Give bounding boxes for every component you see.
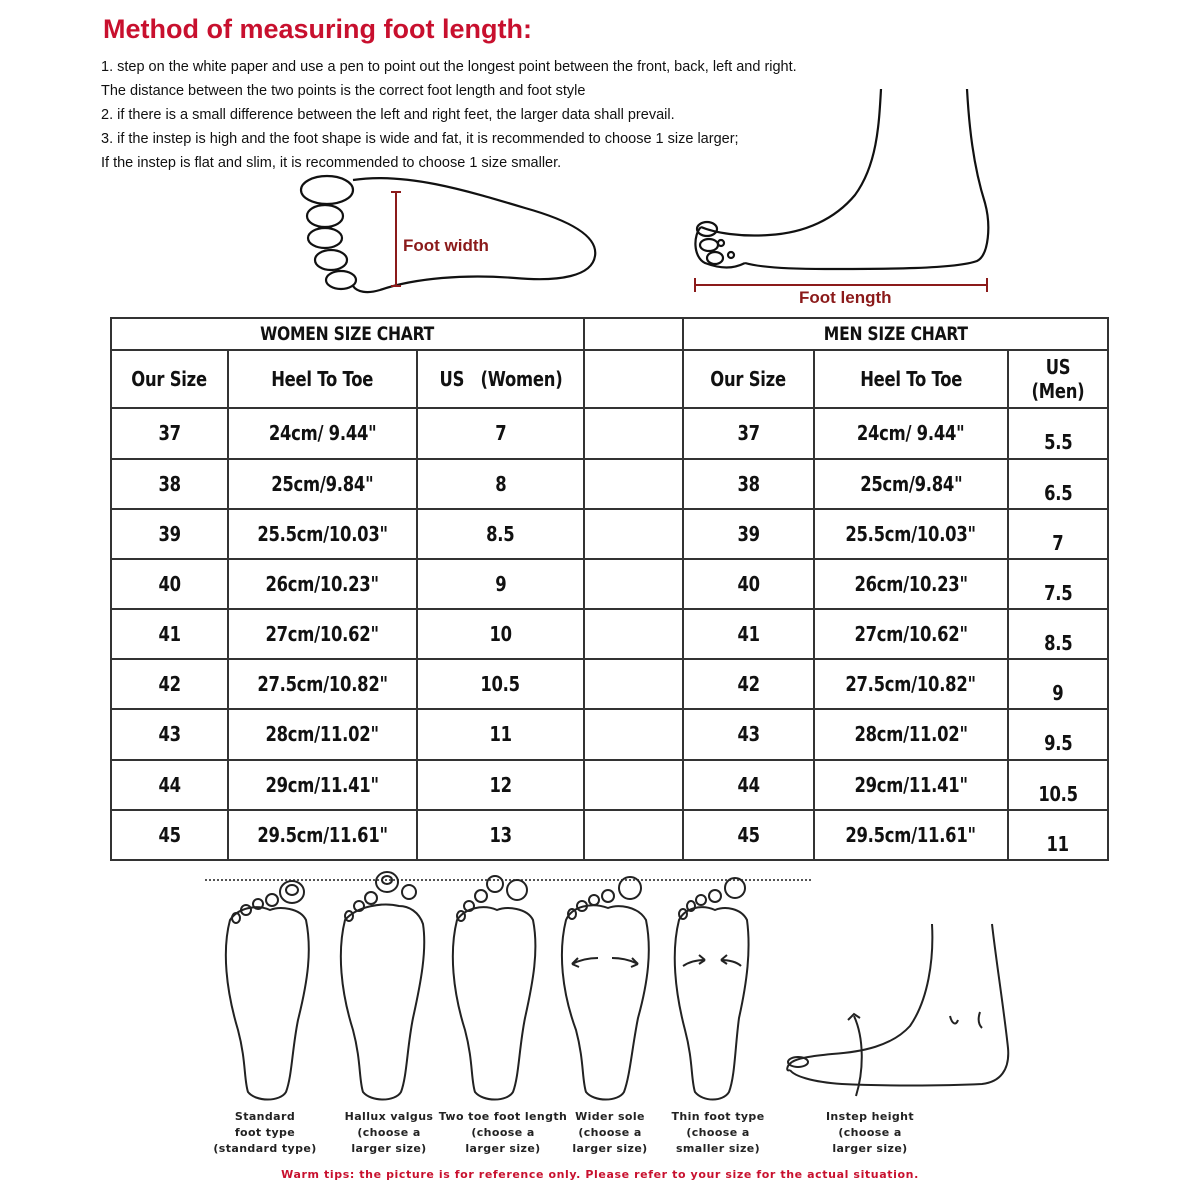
- caption-line: larger size): [832, 1142, 908, 1155]
- instruction-line: If the instep is flat and slim, it is recommended to choose 1 size smaller.: [101, 155, 562, 171]
- women-heel-to-toe-cell: [228, 709, 417, 759]
- women-our-size-cell-text: 43: [158, 722, 181, 747]
- men-our-size-header: Our Size: [683, 350, 814, 408]
- spacer-cell: [584, 509, 683, 559]
- men-us-size-cell: [1008, 760, 1108, 810]
- chart-title-row: [111, 318, 1108, 350]
- men-our-size-cell-text: 43: [737, 722, 760, 747]
- spacer-cell: [584, 350, 683, 408]
- women-our-size-cell: [111, 509, 228, 559]
- women-our-size-cell-text: 39: [158, 521, 181, 546]
- women-us-size-cell: [417, 509, 584, 559]
- instruction-line: 2. if there is a small difference between the left and right feet, the larger data shall prevail.: [101, 107, 675, 123]
- standard-foot-icon: [220, 880, 315, 1105]
- size-chart-body: [111, 408, 1108, 860]
- women-heel-to-toe-cell: [228, 609, 417, 659]
- foot-type-caption: [662, 1109, 774, 1157]
- thin-foot-icon: [665, 876, 760, 1106]
- men-heel-to-toe-cell-text: 25.5cm/10.03": [845, 521, 977, 546]
- men-us-size-cell-text: 7: [1052, 530, 1064, 555]
- men-our-size-cell: [683, 609, 814, 659]
- caption-line: Two toe foot length: [438, 1110, 568, 1123]
- caption-line: Instep height: [825, 1110, 915, 1123]
- women-us-size-cell-text: 12: [489, 772, 512, 797]
- spacer-cell: [584, 318, 683, 350]
- women-heel-to-toe-cell: [228, 659, 417, 709]
- men-heel-to-toe-cell-text: 26cm/10.23": [854, 571, 968, 596]
- page-title: Method of measuring foot length:: [103, 14, 532, 44]
- women-heel-to-toe-cell: [228, 408, 417, 458]
- women-our-size-cell: [111, 408, 228, 458]
- men-heel-to-toe-cell-text: 24cm/ 9.44": [857, 421, 965, 446]
- hallux-valgus-foot-icon: [335, 872, 430, 1102]
- women-our-size-cell-text: 44: [158, 772, 181, 797]
- two-toe-foot-icon: [447, 874, 542, 1104]
- men-heel-to-toe-cell: [814, 509, 1008, 559]
- men-us-size-cell-text: 7.5: [1043, 580, 1073, 605]
- caption-line: (choose a: [686, 1126, 750, 1139]
- men-our-size-cell-text: 39: [737, 521, 760, 546]
- women-us-size-cell-text: 10.5: [480, 672, 521, 697]
- spacer-cell: [584, 408, 683, 458]
- women-us-size-cell: [417, 609, 584, 659]
- caption-line: Thin foot type: [671, 1110, 765, 1123]
- women-us-size-cell: [417, 760, 584, 810]
- spacer-cell: [584, 760, 683, 810]
- caption-line: smaller size): [675, 1142, 761, 1155]
- caption-line: Standard: [234, 1110, 296, 1123]
- women-us-size-cell: [417, 459, 584, 509]
- foot-top-view-icon: [295, 168, 605, 298]
- women-heel-to-toe-cell-text: 29cm/11.41": [265, 772, 380, 797]
- men-us-size-cell: [1008, 659, 1108, 709]
- women-us-size-cell: [417, 659, 584, 709]
- women-our-size-cell: [111, 810, 228, 860]
- women-us-size-cell-text: 8.5: [486, 521, 515, 546]
- instep-height-foot-icon: [782, 920, 1012, 1100]
- caption-line: (choose a: [357, 1126, 421, 1139]
- women-our-size-cell: [111, 459, 228, 509]
- women-our-size-cell: [111, 659, 228, 709]
- women-us-size-cell: [417, 709, 584, 759]
- spacer-cell: [584, 810, 683, 860]
- foot-width-label: Foot width: [403, 236, 489, 255]
- caption-line: larger size): [351, 1142, 427, 1155]
- men-our-size-cell-text: 44: [737, 772, 760, 797]
- men-heel-to-toe-cell: [814, 760, 1008, 810]
- men-heel-to-toe-cell: [814, 810, 1008, 860]
- men-heel-to-toe-cell: [814, 408, 1008, 458]
- men-our-size-cell: [683, 459, 814, 509]
- foot-type-caption: [329, 1109, 449, 1157]
- men-our-size-cell-text: 38: [737, 471, 760, 496]
- men-heel-to-toe-cell: [814, 659, 1008, 709]
- caption-line: Hallux valgus: [344, 1110, 434, 1123]
- men-us-size-cell-text: 9: [1052, 681, 1064, 706]
- men-our-size-cell: [683, 509, 814, 559]
- instruction-line: The distance between the two points is the correct foot length and foot style: [101, 83, 586, 99]
- caption-line: (choose a: [578, 1126, 642, 1139]
- foot-side-view-icon: [685, 85, 995, 295]
- women-heel-to-toe-cell: [228, 810, 417, 860]
- foot-type-caption: [438, 1109, 568, 1157]
- wider-sole-foot-icon: [558, 874, 653, 1104]
- men-us-size-cell-text: 6.5: [1043, 480, 1073, 505]
- women-us-size-cell: [417, 559, 584, 609]
- women-our-size-cell-text: 38: [158, 471, 181, 496]
- women-our-size-cell: [111, 760, 228, 810]
- men-us-size-cell: [1008, 709, 1108, 759]
- women-heel-to-toe-cell-text: 25cm/9.84": [271, 471, 374, 496]
- spacer-cell: [584, 609, 683, 659]
- men-us-size-cell: [1008, 408, 1108, 458]
- women-our-size-header: Our Size: [111, 350, 228, 408]
- men-heel-to-toe-cell: [814, 459, 1008, 509]
- caption-line: larger size): [465, 1142, 541, 1155]
- men-heel-to-toe-cell-text: 25cm/9.84": [859, 471, 963, 496]
- men-heel-to-toe-cell: [814, 559, 1008, 609]
- spacer-cell: [584, 659, 683, 709]
- women-our-size-cell-text: 45: [158, 822, 181, 847]
- women-us-size-cell-text: 13: [489, 822, 512, 847]
- size-row: [111, 559, 1108, 609]
- caption-line: (choose a: [838, 1126, 902, 1139]
- men-our-size-cell: [683, 408, 814, 458]
- women-us-size-cell-text: 10: [489, 622, 512, 647]
- men-our-size-cell-text: 40: [737, 571, 760, 596]
- spacer-cell: [584, 559, 683, 609]
- men-our-size-cell-text: 41: [737, 622, 760, 647]
- men-us-size-cell: [1008, 810, 1108, 860]
- foot-type-caption: [815, 1109, 925, 1157]
- size-row: [111, 509, 1108, 559]
- caption-line: Wider sole: [575, 1110, 645, 1123]
- men-our-size-cell: [683, 810, 814, 860]
- column-header-row: [111, 350, 1108, 408]
- men-us-size-cell-text: 9.5: [1043, 731, 1073, 756]
- women-us-size-cell-text: 9: [494, 571, 507, 596]
- men-us-size-cell: [1008, 509, 1108, 559]
- size-row: [111, 810, 1108, 860]
- men-heel-to-toe-cell-text: 29.5cm/11.61": [845, 822, 977, 847]
- men-heel-to-toe-cell: [814, 709, 1008, 759]
- men-our-size-cell-text: 45: [737, 822, 760, 847]
- women-our-size-cell-text: 42: [158, 672, 181, 697]
- instruction-line: 3. if the instep is high and the foot shape is wide and fat, it is recommended to choose 1 size larger;: [101, 131, 739, 147]
- women-our-size-cell-text: 41: [158, 622, 181, 647]
- women-heel-to-toe-cell-text: 25.5cm/10.03": [257, 521, 388, 546]
- men-us-size-cell: [1008, 459, 1108, 509]
- women-heel-to-toe-cell-text: 28cm/11.02": [265, 722, 380, 747]
- men-us-header: US (Men): [1008, 350, 1108, 408]
- women-us-size-cell-text: 11: [489, 722, 512, 747]
- men-our-size-cell-text: 42: [737, 672, 760, 697]
- men-our-size-cell: [683, 659, 814, 709]
- women-heel-to-toe-cell: [228, 509, 417, 559]
- size-row: [111, 760, 1108, 810]
- men-our-size-cell-text: 37: [737, 421, 760, 446]
- men-heel-to-toe-cell-text: 27.5cm/10.82": [845, 672, 977, 697]
- size-chart-table: [110, 317, 1109, 861]
- size-row: [111, 609, 1108, 659]
- caption-line: (choose a: [471, 1126, 535, 1139]
- men-heel-to-toe-cell-text: 27cm/10.62": [854, 622, 968, 647]
- women-heel-to-toe-cell: [228, 760, 417, 810]
- men-us-size-cell: [1008, 609, 1108, 659]
- warm-tips-note: Warm tips: the picture is for reference only. Please refer to your size for the actual situation.: [281, 1168, 919, 1181]
- women-heel-to-toe-cell-text: 24cm/ 9.44": [268, 421, 377, 446]
- women-us-size-cell-text: 8: [494, 471, 507, 496]
- women-our-size-cell: [111, 559, 228, 609]
- men-us-size-cell-text: 8.5: [1043, 631, 1073, 656]
- men-heel-to-toe-header: Heel To Toe: [814, 350, 1008, 408]
- size-row: [111, 709, 1108, 759]
- caption-line: foot type: [234, 1126, 296, 1139]
- men-us-size-cell-text: 10.5: [1038, 781, 1078, 806]
- women-size-chart-title: WOMEN SIZE CHART: [111, 318, 584, 350]
- women-heel-to-toe-cell: [228, 559, 417, 609]
- men-heel-to-toe-cell: [814, 609, 1008, 659]
- women-us-header: US (Women): [417, 350, 584, 408]
- spacer-cell: [584, 459, 683, 509]
- caption-line: (standard type): [213, 1142, 317, 1155]
- caption-line: larger size): [572, 1142, 648, 1155]
- size-row: [111, 659, 1108, 709]
- women-heel-to-toe-cell-text: 29.5cm/11.61": [257, 822, 388, 847]
- women-our-size-cell: [111, 609, 228, 659]
- foot-length-label: Foot length: [799, 288, 892, 307]
- women-heel-to-toe-cell-text: 26cm/10.23": [265, 571, 380, 596]
- women-heel-to-toe-cell: [228, 459, 417, 509]
- foot-type-caption: [560, 1109, 660, 1157]
- women-heel-to-toe-header: Heel To Toe: [228, 350, 417, 408]
- women-us-size-cell-text: 7: [494, 421, 507, 446]
- women-our-size-cell: [111, 709, 228, 759]
- foot-type-caption: [205, 1109, 325, 1157]
- size-row: [111, 408, 1108, 458]
- men-heel-to-toe-cell-text: 29cm/11.41": [854, 772, 968, 797]
- women-us-size-cell: [417, 810, 584, 860]
- men-our-size-cell: [683, 709, 814, 759]
- size-row: [111, 459, 1108, 509]
- men-heel-to-toe-cell-text: 28cm/11.02": [854, 722, 968, 747]
- men-us-size-cell-text: 5.5: [1043, 430, 1073, 455]
- women-our-size-cell-text: 40: [158, 571, 181, 596]
- men-us-size-cell-text: 11: [1046, 831, 1070, 856]
- men-our-size-cell: [683, 760, 814, 810]
- women-our-size-cell-text: 37: [158, 421, 181, 446]
- women-us-size-cell: [417, 408, 584, 458]
- men-us-size-cell: [1008, 559, 1108, 609]
- spacer-cell: [584, 709, 683, 759]
- women-heel-to-toe-cell-text: 27cm/10.62": [265, 622, 380, 647]
- men-size-chart-title: MEN SIZE CHART: [683, 318, 1108, 350]
- instruction-line: 1. step on the white paper and use a pen to point out the longest point between the front, back, left and right.: [101, 59, 797, 75]
- men-our-size-cell: [683, 559, 814, 609]
- women-heel-to-toe-cell-text: 27.5cm/10.82": [257, 672, 388, 697]
